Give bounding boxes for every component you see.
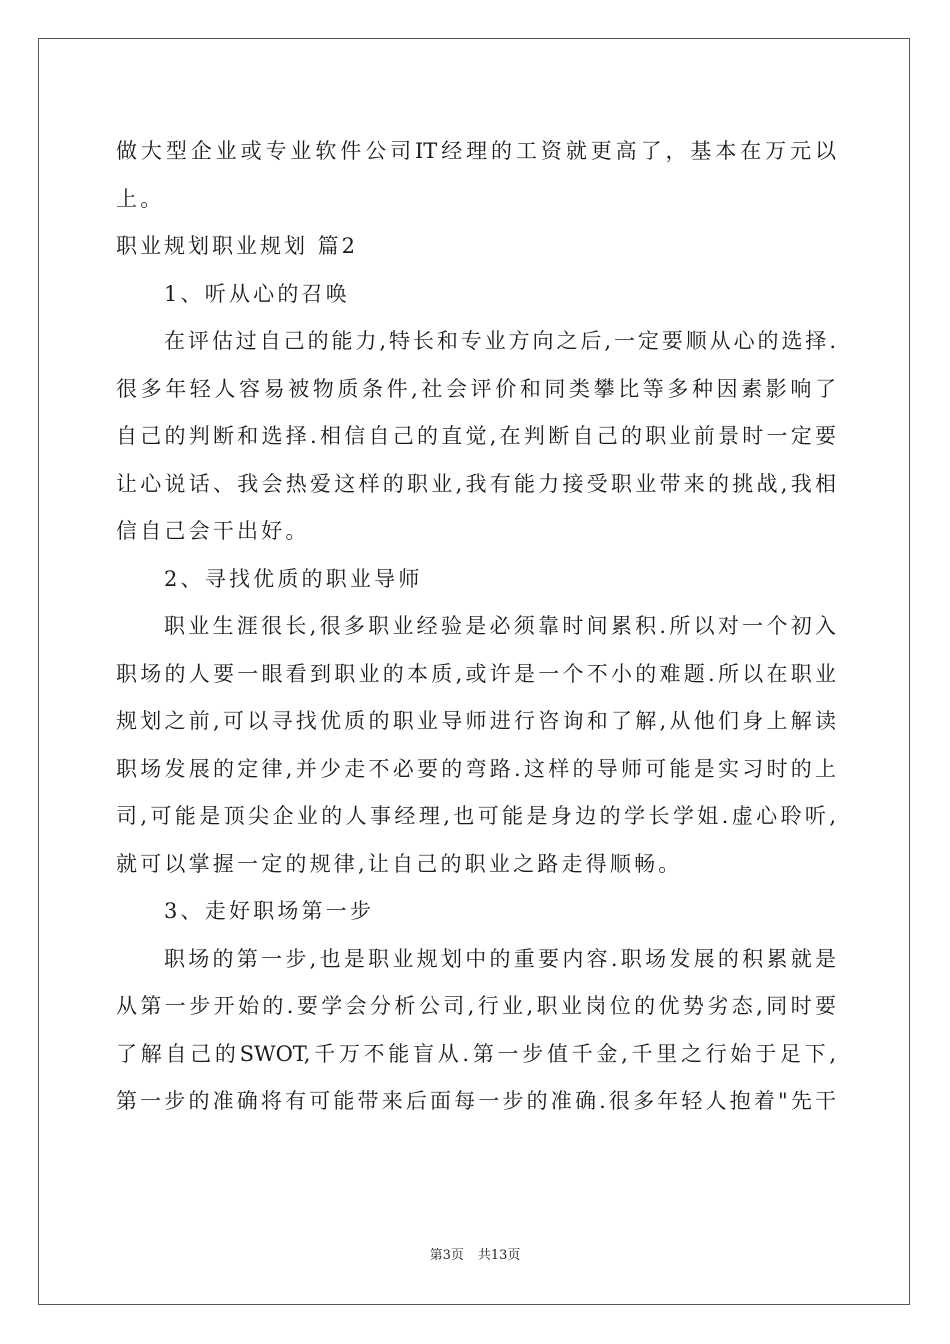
paragraph-line: 职场发展的定律,并少走不必要的弯路.这样的导师可能是实习时的上 — [116, 756, 836, 781]
paragraph-line: 职场的人要一眼看到职业的本质,或许是一个不小的难题.所以在职业 — [116, 661, 836, 686]
paragraph-line: 职业生涯很长,很多职业经验是必须靠时间累积.所以对一个初入 — [164, 614, 836, 638]
subheading: 1、听从心的召唤 — [164, 281, 350, 306]
paragraph-line: 在评估过自己的能力,特长和专业方向之后,一定要顺从心的选择. — [164, 329, 836, 353]
paragraph-line: 职场的第一步,也是职业规划中的重要内容.职场发展的积累就是 — [164, 946, 836, 971]
paragraph-line: 上。 — [116, 186, 165, 211]
paragraph-line: 了解自己的SWOT,千万不能盲从.第一步值千金,千里之行始于足下, — [116, 1041, 836, 1066]
document-body — [116, 128, 836, 1126]
page-number: 第3页 — [429, 1248, 464, 1263]
paragraph-line: 第一步的准确将有可能带来后面每一步的准确.很多年轻人抱着"先干 — [116, 1089, 836, 1113]
subheading: 2、寻找优质的职业导师 — [164, 566, 423, 591]
paragraph-line: 规划之前,可以寻找优质的职业导师进行咨询和了解,从他们身上解读 — [116, 709, 836, 733]
paragraph-line: 做大型企业或专业软件公司IT经理的工资就更高了，基本在万元以 — [116, 139, 836, 163]
paragraph-line: 司,可能是顶尖企业的人事经理,也可能是身边的学长学姐.虚心聆听, — [116, 804, 836, 828]
page-footer — [0, 1244, 950, 1263]
paragraph-line: 自己的判断和选择.相信自己的直觉,在判断自己的职业前景时一定要 — [116, 424, 836, 448]
section-heading: 职业规划职业规划 篇2 — [116, 234, 359, 258]
paragraph-line: 从第一步开始的.要学会分析公司,行业,职业岗位的优势劣态,同时要 — [116, 994, 836, 1018]
page-total: 共13页 — [477, 1248, 521, 1263]
paragraph-line: 信自己会干出好。 — [116, 519, 310, 543]
paragraph-line: 就可以掌握一定的规律,让自己的职业之路走得顺畅。 — [116, 851, 683, 876]
paragraph-line: 让心说话、我会热爱这样的职业,我有能力接受职业带来的挑战,我相 — [116, 471, 836, 496]
paragraph-line: 很多年轻人容易被物质条件,社会评价和同类攀比等多种因素影响了 — [116, 376, 836, 401]
subheading: 3、走好职场第一步 — [164, 899, 375, 923]
